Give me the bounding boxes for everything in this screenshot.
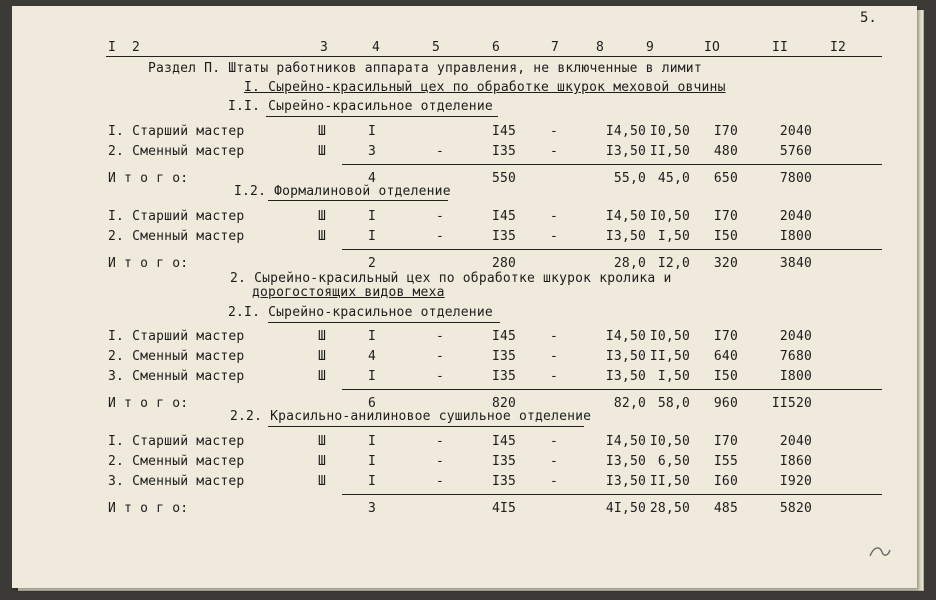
grade-cell: Ш bbox=[318, 454, 327, 469]
col10-cell: I50 bbox=[713, 229, 738, 244]
col10-cell: I70 bbox=[713, 124, 738, 139]
total-col10-cell: 960 bbox=[713, 396, 738, 411]
col11-cell: 2040 bbox=[779, 124, 812, 139]
col6-cell: I35 bbox=[492, 229, 517, 244]
total-col10-cell: 650 bbox=[713, 171, 738, 186]
col5-cell: - bbox=[436, 329, 445, 344]
staff-count-cell: I bbox=[368, 124, 377, 139]
total-col6-cell: 820 bbox=[492, 396, 517, 411]
col7-cell: - bbox=[550, 229, 559, 244]
col7-cell: - bbox=[550, 349, 559, 364]
col5-cell: - bbox=[436, 369, 445, 384]
col9-cell: I0,50 bbox=[649, 209, 690, 224]
col-header-8: 8 bbox=[596, 40, 605, 55]
col5-cell: - bbox=[436, 349, 445, 364]
total-count-cell: 3 bbox=[368, 501, 377, 516]
col-header-10: IO bbox=[704, 40, 721, 55]
staff-count-cell: I bbox=[368, 454, 377, 469]
total-col8-cell: 55,0 bbox=[613, 171, 646, 186]
position-name: I. Старший мастер bbox=[108, 124, 245, 139]
col11-cell: 2040 bbox=[779, 209, 812, 224]
col6-cell: I45 bbox=[492, 209, 517, 224]
staff-count-cell: I bbox=[368, 329, 377, 344]
staff-count-cell: I bbox=[368, 474, 377, 489]
grade-cell: Ш bbox=[318, 369, 327, 384]
total-rule bbox=[342, 164, 882, 165]
document-page bbox=[12, 6, 917, 588]
department-underline bbox=[266, 116, 498, 117]
col11-cell: I800 bbox=[779, 369, 812, 384]
col5-cell: - bbox=[436, 434, 445, 449]
grade-cell: Ш bbox=[318, 144, 327, 159]
col9-cell: I,50 bbox=[657, 369, 690, 384]
col-header-9: 9 bbox=[646, 40, 655, 55]
col9-cell: II,50 bbox=[649, 144, 690, 159]
col9-cell: I0,50 bbox=[649, 124, 690, 139]
page-number: 5. bbox=[860, 10, 877, 26]
col8-cell: I3,50 bbox=[605, 454, 646, 469]
position-name: 2. Сменный мастер bbox=[108, 349, 245, 364]
total-col8-cell: 4I,50 bbox=[605, 501, 646, 516]
col11-cell: 2040 bbox=[779, 329, 812, 344]
workshop-title: I. Сырейно-красильный цех по обработке шкурок меховой овчины bbox=[244, 80, 726, 95]
col8-cell: I3,50 bbox=[605, 474, 646, 489]
col10-cell: 480 bbox=[713, 144, 738, 159]
staff-count-cell: I bbox=[368, 229, 377, 244]
pencil-mark-icon bbox=[868, 544, 892, 560]
col5-cell: - bbox=[436, 474, 445, 489]
department-underline bbox=[268, 426, 584, 427]
grade-cell: Ш bbox=[318, 329, 327, 344]
total-count-cell: 2 bbox=[368, 256, 377, 271]
total-count-cell: 6 bbox=[368, 396, 377, 411]
total-col11-cell: II520 bbox=[771, 396, 812, 411]
department-underline bbox=[268, 200, 448, 201]
total-col6-cell: 550 bbox=[492, 171, 517, 186]
total-label: И т о г о: bbox=[108, 501, 189, 516]
total-col9-cell: 28,50 bbox=[649, 501, 690, 516]
col8-cell: I3,50 bbox=[605, 349, 646, 364]
workshop-title-cont: дорогостоящих видов меха bbox=[252, 285, 445, 300]
col6-cell: I45 bbox=[492, 124, 517, 139]
position-name: I. Старший мастер bbox=[108, 329, 245, 344]
total-col6-cell: 4I5 bbox=[492, 501, 517, 516]
col11-cell: 5760 bbox=[779, 144, 812, 159]
col8-cell: I4,50 bbox=[605, 434, 646, 449]
department-underline bbox=[268, 322, 500, 323]
col9-cell: II,50 bbox=[649, 349, 690, 364]
col-header-4: 4 bbox=[372, 40, 381, 55]
col9-cell: I0,50 bbox=[649, 329, 690, 344]
total-col8-cell: 82,0 bbox=[613, 396, 646, 411]
col-header-12: I2 bbox=[830, 40, 847, 55]
total-col11-cell: 3840 bbox=[779, 256, 812, 271]
col11-cell: I860 bbox=[779, 454, 812, 469]
col5-cell: - bbox=[436, 144, 445, 159]
col11-cell: 7680 bbox=[779, 349, 812, 364]
col7-cell: - bbox=[550, 474, 559, 489]
staff-count-cell: 3 bbox=[368, 144, 377, 159]
col6-cell: I35 bbox=[492, 454, 517, 469]
grade-cell: Ш bbox=[318, 474, 327, 489]
total-rule bbox=[342, 494, 882, 495]
col-header-5: 5 bbox=[432, 40, 441, 55]
col9-cell: II,50 bbox=[649, 474, 690, 489]
col10-cell: I70 bbox=[713, 434, 738, 449]
total-label: И т о г о: bbox=[108, 256, 189, 271]
col7-cell: - bbox=[550, 369, 559, 384]
position-name: 2. Сменный мастер bbox=[108, 144, 245, 159]
total-count-cell: 4 bbox=[368, 171, 377, 186]
total-col10-cell: 485 bbox=[713, 501, 738, 516]
col9-cell: 6,50 bbox=[657, 454, 690, 469]
grade-cell: Ш bbox=[318, 349, 327, 364]
col10-cell: I70 bbox=[713, 209, 738, 224]
col7-cell: - bbox=[550, 454, 559, 469]
col10-cell: 640 bbox=[713, 349, 738, 364]
grade-cell: Ш bbox=[318, 209, 327, 224]
staff-count-cell: I bbox=[368, 209, 377, 224]
position-name: 3. Сменный мастер bbox=[108, 474, 245, 489]
total-col6-cell: 280 bbox=[492, 256, 517, 271]
section-title: Раздел П. Штаты работников аппарата управления, не включенные в лимит bbox=[148, 61, 702, 76]
col7-cell: - bbox=[550, 434, 559, 449]
col10-cell: I70 bbox=[713, 329, 738, 344]
col6-cell: I45 bbox=[492, 434, 517, 449]
col11-cell: I920 bbox=[779, 474, 812, 489]
col10-cell: I55 bbox=[713, 454, 738, 469]
col10-cell: I50 bbox=[713, 369, 738, 384]
position-name: 2. Сменный мастер bbox=[108, 229, 245, 244]
col8-cell: I3,50 bbox=[605, 144, 646, 159]
total-col9-cell: 58,0 bbox=[657, 396, 690, 411]
col11-cell: I800 bbox=[779, 229, 812, 244]
grade-cell: Ш bbox=[318, 229, 327, 244]
department-title: 2.I. Сырейно-красильное отделение bbox=[228, 305, 493, 320]
col9-cell: I,50 bbox=[657, 229, 690, 244]
total-col9-cell: 45,0 bbox=[657, 171, 690, 186]
total-col9-cell: I2,0 bbox=[657, 256, 690, 271]
total-rule bbox=[342, 249, 882, 250]
col-header-6: 6 bbox=[492, 40, 501, 55]
total-rule bbox=[342, 389, 882, 390]
col6-cell: I35 bbox=[492, 369, 517, 384]
grade-cell: Ш bbox=[318, 124, 327, 139]
total-col10-cell: 320 bbox=[713, 256, 738, 271]
header-rule bbox=[106, 56, 882, 57]
col8-cell: I4,50 bbox=[605, 209, 646, 224]
col-header-11: II bbox=[772, 40, 789, 55]
col8-cell: I4,50 bbox=[605, 124, 646, 139]
total-col11-cell: 5820 bbox=[779, 501, 812, 516]
col5-cell: - bbox=[436, 229, 445, 244]
total-col8-cell: 28,0 bbox=[613, 256, 646, 271]
col-header-3: 3 bbox=[320, 40, 329, 55]
total-label: И т о г о: bbox=[108, 396, 189, 411]
position-name: I. Старший мастер bbox=[108, 209, 245, 224]
col7-cell: - bbox=[550, 329, 559, 344]
col9-cell: I0,50 bbox=[649, 434, 690, 449]
position-name: I. Старший мастер bbox=[108, 434, 245, 449]
department-title: I.I. Сырейно-красильное отделение bbox=[228, 99, 493, 114]
col-header-2: 2 bbox=[132, 40, 141, 55]
col8-cell: I3,50 bbox=[605, 229, 646, 244]
position-name: 2. Сменный мастер bbox=[108, 454, 245, 469]
col8-cell: I4,50 bbox=[605, 329, 646, 344]
total-label: И т о г о: bbox=[108, 171, 189, 186]
workshop-title: 2. Сырейно-красильный цех по обработке шкурок кролика и bbox=[230, 271, 672, 286]
staff-count-cell: I bbox=[368, 369, 377, 384]
department-title: I.2. Формалиновой отделение bbox=[234, 184, 451, 199]
col5-cell: - bbox=[436, 454, 445, 469]
staff-count-cell: 4 bbox=[368, 349, 377, 364]
col-header-7: 7 bbox=[551, 40, 560, 55]
col6-cell: I35 bbox=[492, 474, 517, 489]
col-header-1: I bbox=[108, 40, 117, 55]
total-col11-cell: 7800 bbox=[779, 171, 812, 186]
col11-cell: 2040 bbox=[779, 434, 812, 449]
col6-cell: I35 bbox=[492, 349, 517, 364]
department-title: 2.2. Красильно-анилиновое сушильное отделение bbox=[230, 409, 592, 424]
col7-cell: - bbox=[550, 124, 559, 139]
col10-cell: I60 bbox=[713, 474, 738, 489]
grade-cell: Ш bbox=[318, 434, 327, 449]
col6-cell: I35 bbox=[492, 144, 517, 159]
position-name: 3. Сменный мастер bbox=[108, 369, 245, 384]
col7-cell: - bbox=[550, 209, 559, 224]
staff-count-cell: I bbox=[368, 434, 377, 449]
col8-cell: I3,50 bbox=[605, 369, 646, 384]
col6-cell: I45 bbox=[492, 329, 517, 344]
col7-cell: - bbox=[550, 144, 559, 159]
col5-cell: - bbox=[436, 209, 445, 224]
